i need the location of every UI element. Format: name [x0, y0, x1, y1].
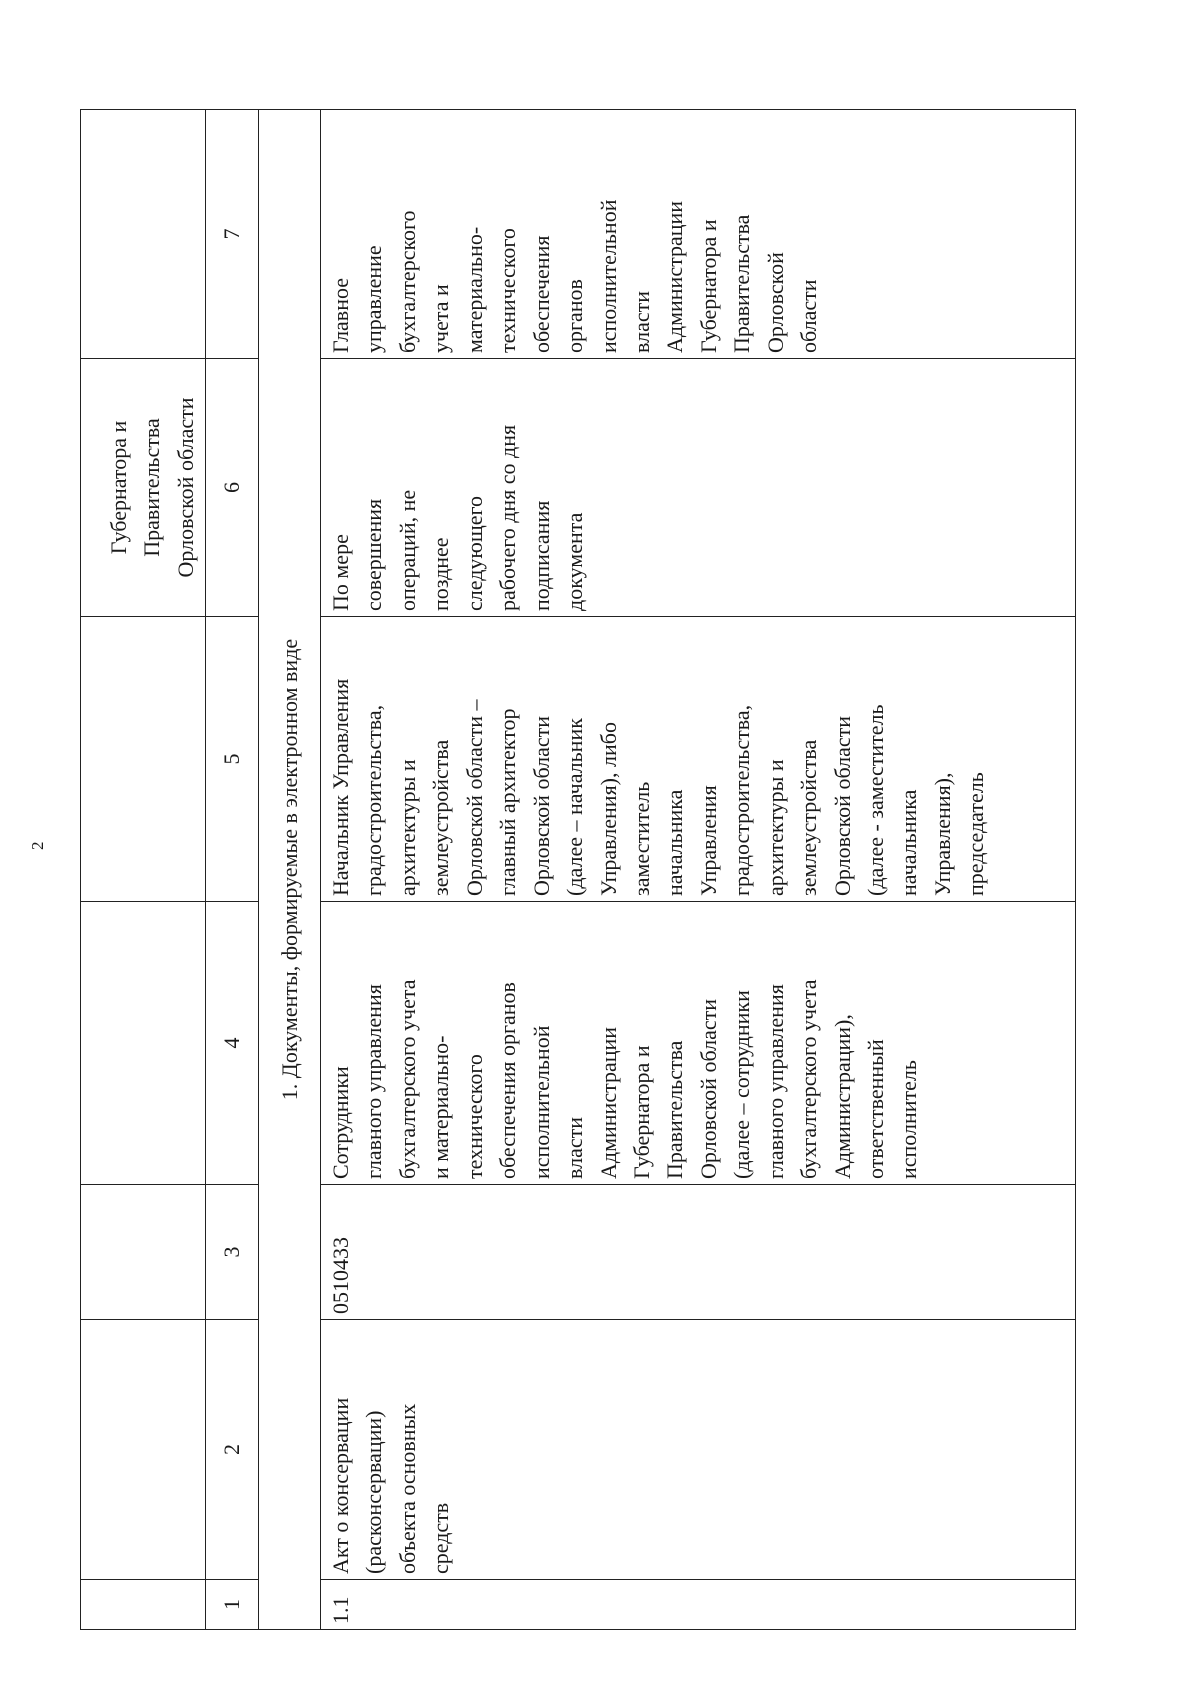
page-number: 2 [28, 841, 47, 850]
column-number: 5 [206, 617, 259, 902]
header-cell-4 [81, 902, 206, 1185]
table-row [321, 110, 1076, 1630]
document-name: Акт о консервации (расконсервации) объекта основных средств [321, 1320, 1076, 1580]
header-cell-6: Губернатора и Правительства Орловской области [81, 359, 206, 617]
rotated-table-wrapper [80, 110, 1097, 1630]
section-row [259, 110, 321, 1630]
row-number: 1.1 [321, 1580, 1076, 1630]
column-number: 4 [206, 902, 259, 1185]
documents-table [80, 109, 1076, 1630]
column-number: 1 [206, 1580, 259, 1630]
column-number: 6 [206, 359, 259, 617]
form-code: 0510433 [321, 1185, 1076, 1320]
document-signer: Начальник Управления градостроительства, архитектуры и землеустройства Орловской области – главный архитектор Орловской области (далее – начальник Управления), либо заместитель начальника Управления градостроительства, архитектуры и землеустройства Орловской области (далее - заместитель начальника Управления), председатель [321, 617, 1076, 902]
header-cell-2 [81, 1320, 206, 1580]
header-cell-1 [81, 1580, 206, 1630]
header-continuation-row [81, 110, 206, 1630]
document-recipient: Главное управление бухгалтерского учета и материально- технического обеспечения органов исполнительной власти Администрации Губернатора и Правительства Орловской области [321, 110, 1076, 359]
section-title: 1. Документы, формируемые в электронном виде [259, 110, 321, 1630]
document-creator: Сотрудники главного управления бухгалтерского учета и материально- технического обеспечения органов исполнительной власти Администрации Губернатора и Правительства Орловской области (далее – сотрудники главного управления бухгалтерского учета Администрации), ответственный исполнитель [321, 902, 1076, 1185]
header-cell-5 [81, 617, 206, 902]
column-numbers-row [206, 110, 259, 1630]
column-number: 3 [206, 1185, 259, 1320]
column-number: 2 [206, 1320, 259, 1580]
column-number: 7 [206, 110, 259, 359]
header-cell-3 [81, 1185, 206, 1320]
header-cell-7 [81, 110, 206, 359]
submission-deadline: По мере совершения операций, не позднее следующего рабочего дня со дня подписания документа [321, 359, 1076, 617]
